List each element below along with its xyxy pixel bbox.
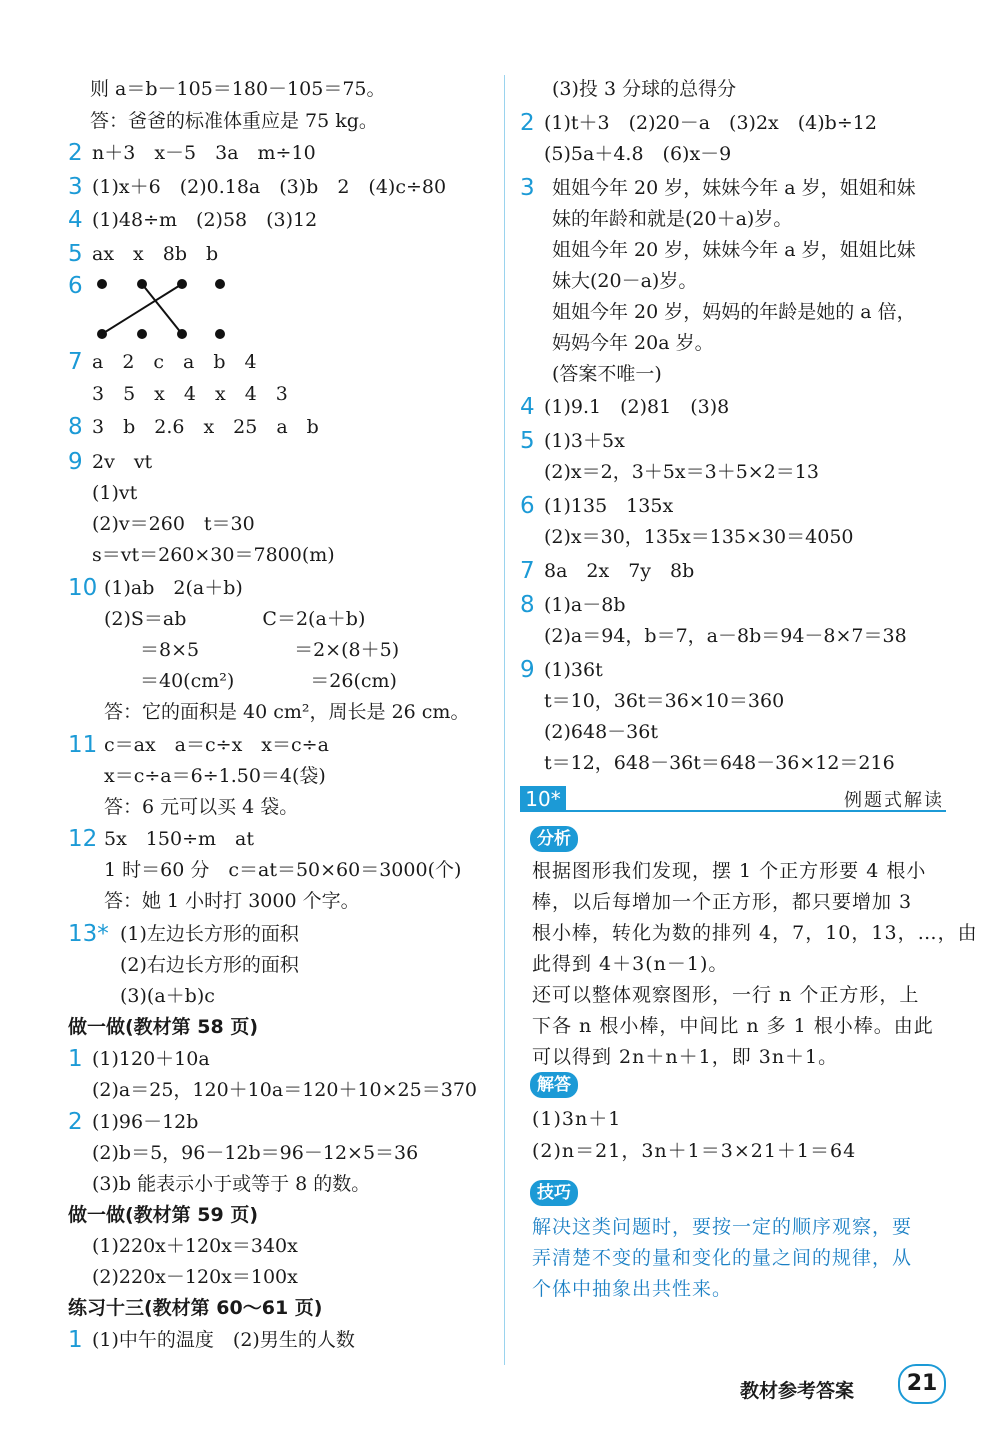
answer-line: 3 b 2.6 x 25 a b (92, 416, 319, 438)
question-number: 5 (68, 241, 83, 267)
answer-line: (1)9.1 (2)81 (3)8 (544, 396, 730, 418)
question-number: 2 (520, 110, 535, 136)
answer-line: 妈妈今年 20a 岁。 (552, 332, 714, 354)
answer-line: (5)5a＋4.8 (6)x－9 (544, 143, 732, 165)
answer-line: (1)vt (92, 482, 138, 504)
answer-line: ＝40(cm²) ＝26(cm) (140, 670, 397, 692)
exercise-heading: 做一做(教材第 59 页) (68, 1204, 259, 1226)
answer-line: (3)(a＋b)c (120, 985, 215, 1007)
answer-line: s＝vt＝260×30＝7800(m) (92, 544, 335, 566)
question-number: 6 (520, 493, 535, 519)
answer-line: n＋3 x－5 3a m÷10 (92, 142, 316, 164)
answer_lines-line: (1)3n＋1 (532, 1108, 622, 1130)
answer-line: (1)3＋5x (544, 430, 625, 452)
answer-line: x＝c÷a＝6÷1.50＝4(袋) (104, 765, 326, 787)
question-number: 7 (68, 349, 83, 375)
answer-line: t＝12，648－36t＝648－36×12＝216 (544, 752, 895, 774)
question-number: 3 (520, 175, 535, 201)
tip_lines-line: 解决这类问题时，要按一定的顺序观察，要 (532, 1216, 913, 1238)
answer-line: (3)b 能表示小于或等于 8 的数。 (92, 1173, 371, 1195)
answer-line: (1)220x＋120x＝340x (92, 1235, 298, 1257)
answer-badge: 解答 (530, 1072, 578, 1098)
tip_lines-line: 个体中抽象出共性来。 (532, 1278, 733, 1300)
answer-line: c＝ax a＝c÷x x＝c÷a (104, 734, 329, 756)
answer-line: 答：6 元可以买 4 袋。 (104, 796, 299, 818)
answer-line: (2)a＝94，b＝7，a－8b＝94－8×7＝38 (544, 625, 907, 647)
column-divider (504, 75, 505, 1365)
analysis-badge: 分析 (530, 826, 578, 852)
analysis_lines-line: 根据图形我们发现，摆 1 个正方形要 4 根小 (532, 860, 927, 882)
exercise-heading: 做一做(教材第 58 页) (68, 1016, 259, 1038)
question-number: 2 (68, 140, 83, 166)
answer-line: (2)a＝25，120＋10a＝120＋10×25＝370 (92, 1079, 477, 1101)
answer-line: 5x 150÷m at (104, 828, 254, 850)
answer-line: (1)48÷m (2)58 (3)12 (92, 209, 318, 231)
question-number: 4 (520, 394, 535, 420)
question-number: 13* (68, 921, 109, 947)
answer-line: ＝8×5 ＝2×(8＋5) (140, 639, 400, 661)
answer-line: 姐姐今年 20 岁，妹妹今年 a 岁，姐姐和妹 (552, 177, 916, 199)
question-number: 5 (520, 428, 535, 454)
answer-line: 姐姐今年 20 岁，妹妹今年 a 岁，姐姐比妹 (552, 239, 916, 261)
page-number: 21 (898, 1364, 946, 1404)
match-line (142, 284, 182, 334)
question-number: 2 (68, 1109, 83, 1135)
answer-line: ax x 8b b (92, 243, 219, 265)
answer-line: (1)36t (544, 659, 603, 681)
dot (215, 279, 225, 289)
answer-line: (1)96－12b (92, 1111, 199, 1133)
dot (215, 329, 225, 339)
dot (137, 329, 147, 339)
question-number: 3 (68, 174, 83, 200)
answer-line: (1)x＋6 (2)0.18a (3)b 2 (4)c÷80 (92, 176, 447, 198)
tip_lines-line: 弄清楚不变的量和变化的量之间的规律，从 (532, 1247, 913, 1269)
answer-line: 答：它的面积是 40 cm²，周长是 26 cm。 (104, 701, 470, 723)
answer-line: (2)x＝2，3＋5x＝3＋5×2＝13 (544, 461, 819, 483)
answer-line: 妹大(20－a)岁。 (552, 270, 698, 292)
answer-line: (1)t＋3 (2)20－a (3)2x (4)b÷12 (544, 112, 877, 134)
answer-line: 妹的年龄和就是(20＋a)岁。 (552, 208, 793, 230)
analysis_lines-line: 根小棒，转化为数的排列 4，7，10，13，…，由 (532, 922, 978, 944)
match-line (102, 284, 182, 334)
footer-label: 教材参考答案 (740, 1380, 855, 1402)
answer-line: t＝10，36t＝36×10＝360 (544, 690, 785, 712)
question-number: 11 (68, 732, 98, 758)
question-number: 8 (68, 414, 83, 440)
question-number: 9 (68, 449, 83, 475)
question-number: 10 (68, 575, 98, 601)
answer-line: a 2 c a b 4 (92, 351, 257, 373)
answer-line: 1 时＝60 分 c＝at＝50×60＝3000(个) (104, 859, 462, 881)
answer-line: (答案不唯一) (552, 363, 662, 385)
answer-line: 3 5 x 4 x 4 3 (92, 383, 288, 405)
answer-line: 则 a＝b－105＝180－105＝75。 (90, 78, 386, 100)
answer-line: 答：她 1 小时打 3000 个字。 (104, 890, 360, 912)
answer-line: (2)x＝30，135x＝135×30＝4050 (544, 526, 854, 548)
answer-line: 答：爸爸的标准体重应是 75 kg。 (90, 110, 378, 132)
question-number: 8 (520, 592, 535, 618)
analysis_lines-line: 还可以整体观察图形，一行 n 个正方形，上 (532, 984, 920, 1006)
question-number: 7 (520, 558, 535, 584)
answer-line: (3)投 3 分球的总得分 (552, 78, 737, 100)
question-number: 1 (68, 1327, 83, 1353)
dot (97, 279, 107, 289)
tip-badge: 技巧 (530, 1180, 578, 1206)
question-number: 6 (68, 273, 83, 299)
answer-line: (1)135 135x (544, 495, 674, 517)
analysis_lines-line: 可以得到 2n＋n＋1，即 3n＋1。 (532, 1046, 839, 1068)
answer-line: (1)120＋10a (92, 1048, 210, 1070)
section-title: 例题式解读 (844, 790, 944, 811)
section-header (520, 786, 946, 812)
section-number: 10* (520, 786, 566, 812)
answer-line: (2)右边长方形的面积 (120, 954, 299, 976)
answer-line: (1)a－8b (544, 594, 626, 616)
answer-line: (2)S＝ab C＝2(a＋b) (104, 608, 366, 630)
question-number: 1 (68, 1046, 83, 1072)
answer_lines-line: (2)n＝21，3n＋1＝3×21＋1＝64 (532, 1140, 857, 1162)
answer-line: 8a 2x 7y 8b (544, 560, 695, 582)
analysis_lines-line: 棒，以后每增加一个正方形，都只要增加 3 (532, 891, 913, 913)
answer-line: 姐姐今年 20 岁，妈妈的年龄是她的 a 倍， (552, 301, 916, 323)
answer-line: (2)b＝5，96－12b＝96－12×5＝36 (92, 1142, 419, 1164)
analysis_lines-line: 下各 n 根小棒，中间比 n 多 1 根小棒。由此 (532, 1015, 934, 1037)
exercise-heading: 练习十三(教材第 60～61 页) (68, 1297, 323, 1319)
answer-line: (1)左边长方形的面积 (120, 923, 299, 945)
answer-line: (2)648－36t (544, 721, 658, 743)
question-number: 4 (68, 207, 83, 233)
question-number: 9 (520, 657, 535, 683)
answer-line: (1)中午的温度 (2)男生的人数 (92, 1329, 355, 1351)
answer-line: 2v vt (92, 451, 153, 473)
analysis_lines-line: 此得到 4＋3(n－1)。 (532, 953, 729, 975)
answer-line: (2)220x－120x＝100x (92, 1266, 298, 1288)
matching-diagram (92, 272, 232, 344)
answer-line: (1)ab 2(a＋b) (104, 577, 243, 599)
answer-line: (2)v＝260 t＝30 (92, 513, 255, 535)
question-number: 12 (68, 826, 98, 852)
